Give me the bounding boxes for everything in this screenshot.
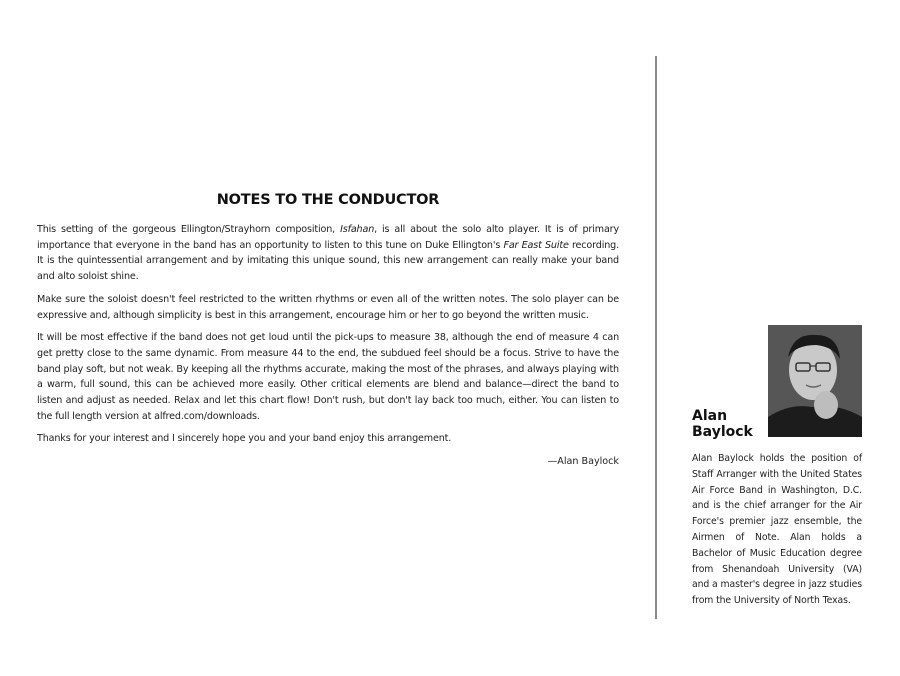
signature: —Alan Baylock: [547, 456, 619, 468]
notes-paragraph-3: It will be most effective if the band does not get loud until the pick-ups to measure 38, although the end of measure 4 can get pretty close to the same dynamic. From measure 44 to the end, the subdued feel should be a focus. Strive to have the band play soft, but not weak. By keeping all the rhythms accurate, making the most of the phrases, and always playing with a warm, full sound, this can be achieved more easily. Other critical elements are blend and balance—direct the band to listen and adjust as needed. Relax and let this chart flow! Don't rush, but don't lay back too much, either. You can listen to the full length version at alfred.com/downloads.: [37, 332, 619, 422]
notes-title: NOTES TO THE CONDUCTOR: [216, 192, 440, 208]
p1-text-e: recording. It is the quintessential arrangement and by imitating this unique sound, this new arrangement can really make your band and alto soloist shine.: [37, 239, 619, 283]
notes-paragraph-1: [37, 222, 619, 285]
author-photo: [768, 325, 862, 437]
notes-section: [37, 192, 619, 469]
p1-title-far-east-suite: Far East Suite: [503, 239, 569, 251]
bio-author-name: [692, 408, 753, 440]
p1-text-c: , is all about the solo alto player. It is of primary importance that everyone in the band has an opportunity to listen to this tune on Duke Ellington's: [37, 224, 619, 251]
p1-text-a: This setting of the gorgeous Ellington/Strayhorn composition,: [37, 224, 341, 235]
notes-paragraph-2: Make sure the soloist doesn't feel restricted to the written rhythms or even all of the written notes. The solo player can be expressive and, although simplicity is best in this arrangement, encourage him or her to go beyond the written music.: [37, 293, 619, 321]
vertical-divider: [655, 56, 657, 619]
bio-text: Alan Baylock holds the position of Staff Arranger with the United States Air Force Band in Washington, D.C. and is the chief arranger for the Air Force's premier jazz ensemble, the Airmen of Note. Alan holds a Bachelor of Music Education degree from Shenandoah University (VA) and a master's degree in jazz studies from the University of North Texas.: [692, 453, 862, 607]
p1-title-isfahan: Isfahan: [340, 224, 375, 235]
bio-last-name: Baylock: [692, 424, 753, 440]
notes-paragraph-4: Thanks for your interest and I sincerely hope you and your band enjoy this arrangement.: [37, 433, 452, 445]
bio-first-name: Alan: [692, 408, 728, 424]
